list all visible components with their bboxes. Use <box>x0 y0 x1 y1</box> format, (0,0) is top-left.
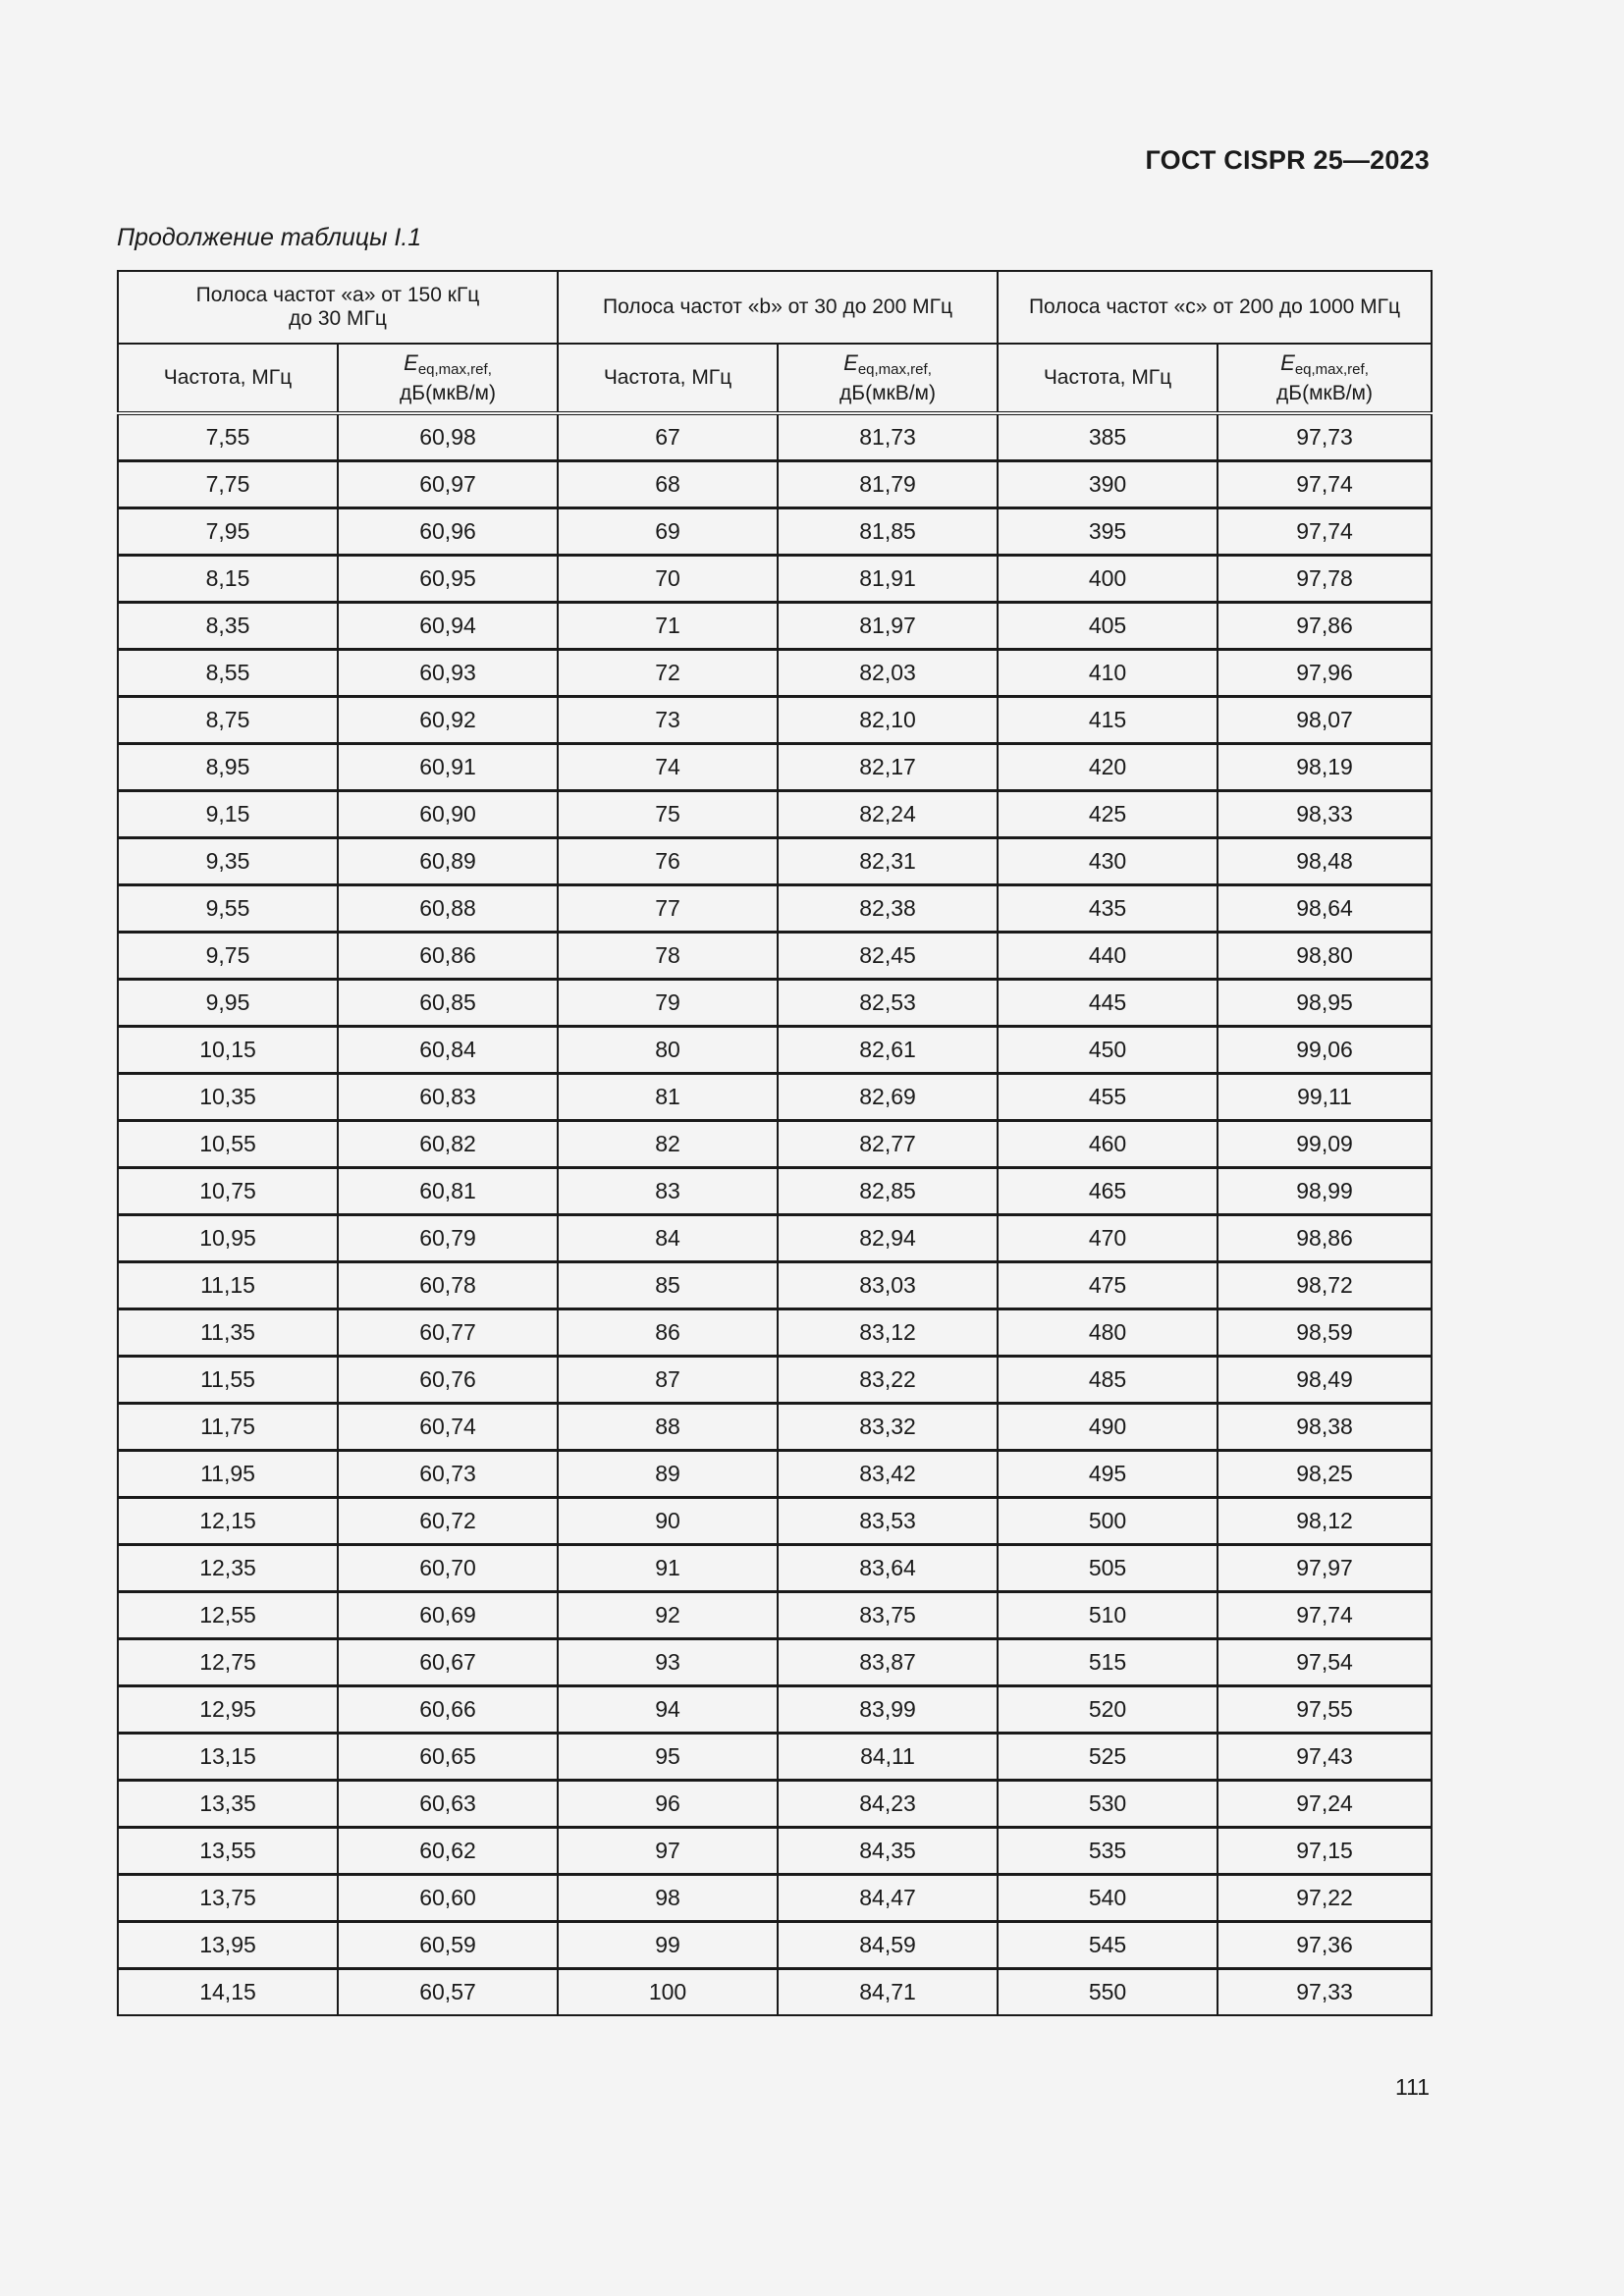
cell-freq-a: 11,95 <box>118 1451 338 1498</box>
cell-freq-b: 90 <box>558 1498 778 1545</box>
cell-e-b: 81,79 <box>778 461 998 508</box>
cell-e-b: 82,85 <box>778 1168 998 1215</box>
cell-freq-c: 410 <box>998 650 1218 697</box>
cell-e-c: 97,74 <box>1218 508 1432 556</box>
cell-freq-c: 495 <box>998 1451 1218 1498</box>
cell-e-a: 60,79 <box>338 1215 558 1262</box>
cell-e-b: 83,64 <box>778 1545 998 1592</box>
cell-freq-c: 430 <box>998 838 1218 885</box>
cell-e-c: 98,19 <box>1218 744 1432 791</box>
cell-e-c: 97,22 <box>1218 1875 1432 1922</box>
cell-e-a: 60,90 <box>338 791 558 838</box>
table-row <box>118 1027 1432 1074</box>
e-header-b: Eeq,max,ref, дБ(мкВ/м) <box>778 344 998 413</box>
e-symbol: E <box>1280 349 1295 375</box>
cell-freq-c: 390 <box>998 461 1218 508</box>
table-row <box>118 461 1432 508</box>
cell-freq-b: 73 <box>558 697 778 744</box>
cell-freq-a: 11,35 <box>118 1309 338 1357</box>
table-row <box>118 1734 1432 1781</box>
cell-freq-b: 89 <box>558 1451 778 1498</box>
cell-freq-c: 405 <box>998 603 1218 650</box>
cell-e-a: 60,96 <box>338 508 558 556</box>
cell-e-c: 97,15 <box>1218 1828 1432 1875</box>
cell-freq-c: 500 <box>998 1498 1218 1545</box>
cell-e-b: 81,73 <box>778 413 998 461</box>
cell-freq-c: 540 <box>998 1875 1218 1922</box>
cell-e-c: 98,99 <box>1218 1168 1432 1215</box>
cell-e-b: 84,11 <box>778 1734 998 1781</box>
cell-e-c: 97,74 <box>1218 1592 1432 1639</box>
cell-freq-b: 79 <box>558 980 778 1027</box>
cell-freq-c: 520 <box>998 1686 1218 1734</box>
table-row <box>118 1828 1432 1875</box>
e-header-a: Eeq,max,ref, дБ(мкВ/м) <box>338 344 558 413</box>
cell-freq-b: 98 <box>558 1875 778 1922</box>
freq-header-c: Частота, МГц <box>998 344 1218 413</box>
cell-e-c: 97,74 <box>1218 461 1432 508</box>
table-body <box>118 413 1432 2015</box>
cell-freq-b: 72 <box>558 650 778 697</box>
cell-freq-a: 9,35 <box>118 838 338 885</box>
cell-e-b: 82,03 <box>778 650 998 697</box>
cell-freq-b: 83 <box>558 1168 778 1215</box>
cell-freq-a: 11,75 <box>118 1404 338 1451</box>
table-row <box>118 1545 1432 1592</box>
cell-e-a: 60,83 <box>338 1074 558 1121</box>
cell-freq-a: 11,55 <box>118 1357 338 1404</box>
table-row <box>118 1357 1432 1404</box>
e-symbol: E <box>404 349 418 375</box>
cell-e-b: 82,38 <box>778 885 998 933</box>
cell-freq-b: 67 <box>558 413 778 461</box>
cell-freq-a: 14,15 <box>118 1969 338 2016</box>
table-row <box>118 1451 1432 1498</box>
table-row <box>118 1498 1432 1545</box>
cell-e-a: 60,94 <box>338 603 558 650</box>
cell-e-b: 82,10 <box>778 697 998 744</box>
cell-e-b: 84,23 <box>778 1781 998 1828</box>
band-header-row <box>118 271 1432 344</box>
table-row <box>118 1309 1432 1357</box>
band-a-header <box>118 271 558 344</box>
cell-e-a: 60,76 <box>338 1357 558 1404</box>
cell-freq-b: 95 <box>558 1734 778 1781</box>
cell-freq-b: 85 <box>558 1262 778 1309</box>
cell-freq-b: 97 <box>558 1828 778 1875</box>
page-number: 111 <box>1395 2074 1430 2100</box>
cell-e-c: 98,80 <box>1218 933 1432 980</box>
cell-e-a: 60,85 <box>338 980 558 1027</box>
cell-freq-c: 425 <box>998 791 1218 838</box>
e-symbol: E <box>843 349 858 375</box>
cell-freq-a: 10,55 <box>118 1121 338 1168</box>
table-row <box>118 697 1432 744</box>
cell-e-c: 99,06 <box>1218 1027 1432 1074</box>
cell-e-b: 83,99 <box>778 1686 998 1734</box>
cell-freq-a: 12,55 <box>118 1592 338 1639</box>
cell-freq-c: 400 <box>998 556 1218 603</box>
cell-freq-c: 510 <box>998 1592 1218 1639</box>
cell-freq-b: 68 <box>558 461 778 508</box>
table-row <box>118 603 1432 650</box>
cell-freq-b: 86 <box>558 1309 778 1357</box>
cell-freq-b: 87 <box>558 1357 778 1404</box>
cell-freq-c: 505 <box>998 1545 1218 1592</box>
cell-freq-a: 9,75 <box>118 933 338 980</box>
cell-e-a: 60,63 <box>338 1781 558 1828</box>
cell-freq-a: 11,15 <box>118 1262 338 1309</box>
cell-freq-a: 12,15 <box>118 1498 338 1545</box>
cell-e-c: 98,48 <box>1218 838 1432 885</box>
cell-e-a: 60,62 <box>338 1828 558 1875</box>
cell-freq-c: 485 <box>998 1357 1218 1404</box>
cell-freq-a: 7,95 <box>118 508 338 556</box>
cell-e-c: 98,64 <box>1218 885 1432 933</box>
e-subscript: eq,max,ref <box>417 360 488 378</box>
cell-freq-a: 13,55 <box>118 1828 338 1875</box>
table-row <box>118 1215 1432 1262</box>
table-row <box>118 885 1432 933</box>
cell-freq-b: 77 <box>558 885 778 933</box>
cell-freq-b: 100 <box>558 1969 778 2016</box>
cell-freq-b: 71 <box>558 603 778 650</box>
cell-e-b: 83,87 <box>778 1639 998 1686</box>
cell-e-a: 60,77 <box>338 1309 558 1357</box>
e-unit: дБ(мкВ/м) <box>400 381 496 404</box>
cell-freq-a: 13,75 <box>118 1875 338 1922</box>
e-unit: дБ(мкВ/м) <box>839 381 936 404</box>
data-table-container <box>117 270 1431 2016</box>
cell-e-a: 60,60 <box>338 1875 558 1922</box>
cell-freq-c: 445 <box>998 980 1218 1027</box>
cell-e-b: 83,03 <box>778 1262 998 1309</box>
cell-e-a: 60,95 <box>338 556 558 603</box>
cell-e-a: 60,91 <box>338 744 558 791</box>
cell-freq-b: 69 <box>558 508 778 556</box>
cell-freq-b: 91 <box>558 1545 778 1592</box>
cell-freq-c: 550 <box>998 1969 1218 2016</box>
cell-e-a: 60,86 <box>338 933 558 980</box>
cell-e-a: 60,70 <box>338 1545 558 1592</box>
cell-freq-a: 10,75 <box>118 1168 338 1215</box>
cell-e-b: 82,17 <box>778 744 998 791</box>
cell-e-b: 81,97 <box>778 603 998 650</box>
cell-e-a: 60,88 <box>338 885 558 933</box>
cell-freq-a: 9,55 <box>118 885 338 933</box>
e-subscript: eq,max,ref <box>1294 360 1365 378</box>
band-a-line2: до 30 МГц <box>289 307 387 330</box>
table-row <box>118 650 1432 697</box>
cell-e-a: 60,92 <box>338 697 558 744</box>
cell-e-c: 97,43 <box>1218 1734 1432 1781</box>
cell-freq-b: 93 <box>558 1639 778 1686</box>
cell-freq-a: 8,35 <box>118 603 338 650</box>
cell-freq-a: 8,15 <box>118 556 338 603</box>
table-row <box>118 1592 1432 1639</box>
cell-e-c: 98,33 <box>1218 791 1432 838</box>
cell-e-c: 98,95 <box>1218 980 1432 1027</box>
cell-freq-b: 81 <box>558 1074 778 1121</box>
table-row <box>118 744 1432 791</box>
cell-e-b: 82,45 <box>778 933 998 980</box>
cell-e-c: 98,49 <box>1218 1357 1432 1404</box>
cell-freq-a: 13,15 <box>118 1734 338 1781</box>
band-c-header <box>998 271 1432 344</box>
cell-freq-c: 460 <box>998 1121 1218 1168</box>
cell-e-c: 98,59 <box>1218 1309 1432 1357</box>
data-table <box>117 270 1433 2016</box>
e-subscript: eq,max,ref <box>857 360 928 378</box>
cell-e-a: 60,84 <box>338 1027 558 1074</box>
cell-freq-c: 470 <box>998 1215 1218 1262</box>
cell-freq-a: 12,75 <box>118 1639 338 1686</box>
freq-header-a: Частота, МГц <box>118 344 338 413</box>
cell-e-c: 98,86 <box>1218 1215 1432 1262</box>
column-header-row <box>118 344 1432 413</box>
table-caption: Продолжение таблицы I.1 <box>117 224 422 251</box>
cell-e-b: 83,32 <box>778 1404 998 1451</box>
cell-freq-b: 80 <box>558 1027 778 1074</box>
table-row <box>118 1922 1432 1969</box>
cell-freq-c: 465 <box>998 1168 1218 1215</box>
cell-freq-b: 78 <box>558 933 778 980</box>
cell-e-c: 97,97 <box>1218 1545 1432 1592</box>
cell-e-b: 81,91 <box>778 556 998 603</box>
cell-freq-b: 99 <box>558 1922 778 1969</box>
cell-e-c: 97,24 <box>1218 1781 1432 1828</box>
cell-e-a: 60,65 <box>338 1734 558 1781</box>
cell-e-a: 60,69 <box>338 1592 558 1639</box>
table-row <box>118 791 1432 838</box>
table-row <box>118 1168 1432 1215</box>
cell-e-b: 82,94 <box>778 1215 998 1262</box>
cell-e-a: 60,59 <box>338 1922 558 1969</box>
cell-freq-c: 455 <box>998 1074 1218 1121</box>
cell-freq-c: 535 <box>998 1828 1218 1875</box>
table-row <box>118 1262 1432 1309</box>
cell-freq-b: 94 <box>558 1686 778 1734</box>
cell-e-c: 98,72 <box>1218 1262 1432 1309</box>
cell-e-a: 60,66 <box>338 1686 558 1734</box>
table-row <box>118 1121 1432 1168</box>
cell-freq-b: 84 <box>558 1215 778 1262</box>
cell-freq-a: 7,75 <box>118 461 338 508</box>
cell-e-b: 82,31 <box>778 838 998 885</box>
band-b-header <box>558 271 998 344</box>
table-row <box>118 1074 1432 1121</box>
cell-e-b: 82,61 <box>778 1027 998 1074</box>
cell-freq-a: 13,95 <box>118 1922 338 1969</box>
cell-freq-a: 12,95 <box>118 1686 338 1734</box>
cell-freq-a: 8,75 <box>118 697 338 744</box>
cell-e-c: 99,09 <box>1218 1121 1432 1168</box>
table-row <box>118 838 1432 885</box>
cell-e-b: 82,24 <box>778 791 998 838</box>
cell-e-b: 84,35 <box>778 1828 998 1875</box>
cell-e-a: 60,82 <box>338 1121 558 1168</box>
cell-freq-b: 96 <box>558 1781 778 1828</box>
table-row <box>118 1404 1432 1451</box>
cell-freq-b: 70 <box>558 556 778 603</box>
cell-freq-c: 440 <box>998 933 1218 980</box>
cell-freq-b: 76 <box>558 838 778 885</box>
cell-freq-c: 385 <box>998 413 1218 461</box>
cell-freq-a: 10,95 <box>118 1215 338 1262</box>
cell-e-b: 84,71 <box>778 1969 998 2016</box>
cell-freq-c: 475 <box>998 1262 1218 1309</box>
table-row <box>118 413 1432 461</box>
cell-freq-c: 490 <box>998 1404 1218 1451</box>
cell-e-c: 97,86 <box>1218 603 1432 650</box>
cell-freq-b: 82 <box>558 1121 778 1168</box>
table-row <box>118 1686 1432 1734</box>
cell-freq-c: 525 <box>998 1734 1218 1781</box>
cell-e-c: 99,11 <box>1218 1074 1432 1121</box>
table-row <box>118 1639 1432 1686</box>
cell-e-a: 60,98 <box>338 413 558 461</box>
cell-e-c: 98,07 <box>1218 697 1432 744</box>
cell-freq-b: 92 <box>558 1592 778 1639</box>
cell-e-a: 60,57 <box>338 1969 558 2016</box>
cell-freq-b: 75 <box>558 791 778 838</box>
cell-e-a: 60,72 <box>338 1498 558 1545</box>
cell-e-b: 83,53 <box>778 1498 998 1545</box>
cell-freq-b: 74 <box>558 744 778 791</box>
e-unit: дБ(мкВ/м) <box>1276 381 1373 404</box>
table-row <box>118 980 1432 1027</box>
band-c-line1: Полоса частот «c» от 200 до 1000 МГц <box>1028 295 1401 318</box>
cell-freq-a: 9,95 <box>118 980 338 1027</box>
cell-freq-a: 12,35 <box>118 1545 338 1592</box>
cell-e-c: 97,55 <box>1218 1686 1432 1734</box>
cell-e-b: 81,85 <box>778 508 998 556</box>
table-row <box>118 1875 1432 1922</box>
cell-freq-a: 9,15 <box>118 791 338 838</box>
cell-e-b: 82,69 <box>778 1074 998 1121</box>
cell-freq-c: 420 <box>998 744 1218 791</box>
cell-freq-c: 545 <box>998 1922 1218 1969</box>
cell-freq-b: 88 <box>558 1404 778 1451</box>
cell-e-b: 84,59 <box>778 1922 998 1969</box>
cell-e-b: 84,47 <box>778 1875 998 1922</box>
table-row <box>118 933 1432 980</box>
cell-e-b: 83,42 <box>778 1451 998 1498</box>
cell-e-b: 82,53 <box>778 980 998 1027</box>
cell-e-c: 97,33 <box>1218 1969 1432 2016</box>
cell-e-a: 60,78 <box>338 1262 558 1309</box>
cell-e-a: 60,67 <box>338 1639 558 1686</box>
cell-e-a: 60,93 <box>338 650 558 697</box>
e-header-c: Eeq,max,ref, дБ(мкВ/м) <box>1218 344 1432 413</box>
cell-e-c: 97,78 <box>1218 556 1432 603</box>
cell-freq-c: 415 <box>998 697 1218 744</box>
cell-e-c: 98,12 <box>1218 1498 1432 1545</box>
document-id: ГОСТ CISPR 25—2023 <box>1145 145 1430 175</box>
cell-e-b: 82,77 <box>778 1121 998 1168</box>
cell-e-c: 98,38 <box>1218 1404 1432 1451</box>
cell-freq-c: 395 <box>998 508 1218 556</box>
cell-freq-c: 450 <box>998 1027 1218 1074</box>
cell-freq-a: 8,55 <box>118 650 338 697</box>
cell-freq-a: 13,35 <box>118 1781 338 1828</box>
cell-freq-c: 515 <box>998 1639 1218 1686</box>
freq-header-b: Частота, МГц <box>558 344 778 413</box>
band-a-line1: Полоса частот «a» от 150 кГц <box>195 284 480 306</box>
cell-freq-a: 10,35 <box>118 1074 338 1121</box>
cell-freq-a: 7,55 <box>118 413 338 461</box>
table-row <box>118 1969 1432 2016</box>
cell-e-b: 83,12 <box>778 1309 998 1357</box>
table-row <box>118 508 1432 556</box>
table-row <box>118 556 1432 603</box>
cell-e-a: 60,81 <box>338 1168 558 1215</box>
band-b-line1: Полоса частот «b» от 30 до 200 МГц <box>603 295 952 318</box>
cell-e-c: 97,36 <box>1218 1922 1432 1969</box>
cell-freq-c: 435 <box>998 885 1218 933</box>
cell-e-b: 83,22 <box>778 1357 998 1404</box>
cell-e-c: 97,73 <box>1218 413 1432 461</box>
cell-e-c: 97,96 <box>1218 650 1432 697</box>
table-row <box>118 1781 1432 1828</box>
cell-freq-c: 480 <box>998 1309 1218 1357</box>
cell-e-a: 60,89 <box>338 838 558 885</box>
cell-e-c: 97,54 <box>1218 1639 1432 1686</box>
cell-e-a: 60,97 <box>338 461 558 508</box>
cell-freq-a: 8,95 <box>118 744 338 791</box>
cell-freq-c: 530 <box>998 1781 1218 1828</box>
cell-e-a: 60,73 <box>338 1451 558 1498</box>
cell-e-a: 60,74 <box>338 1404 558 1451</box>
cell-freq-a: 10,15 <box>118 1027 338 1074</box>
cell-e-b: 83,75 <box>778 1592 998 1639</box>
cell-e-c: 98,25 <box>1218 1451 1432 1498</box>
